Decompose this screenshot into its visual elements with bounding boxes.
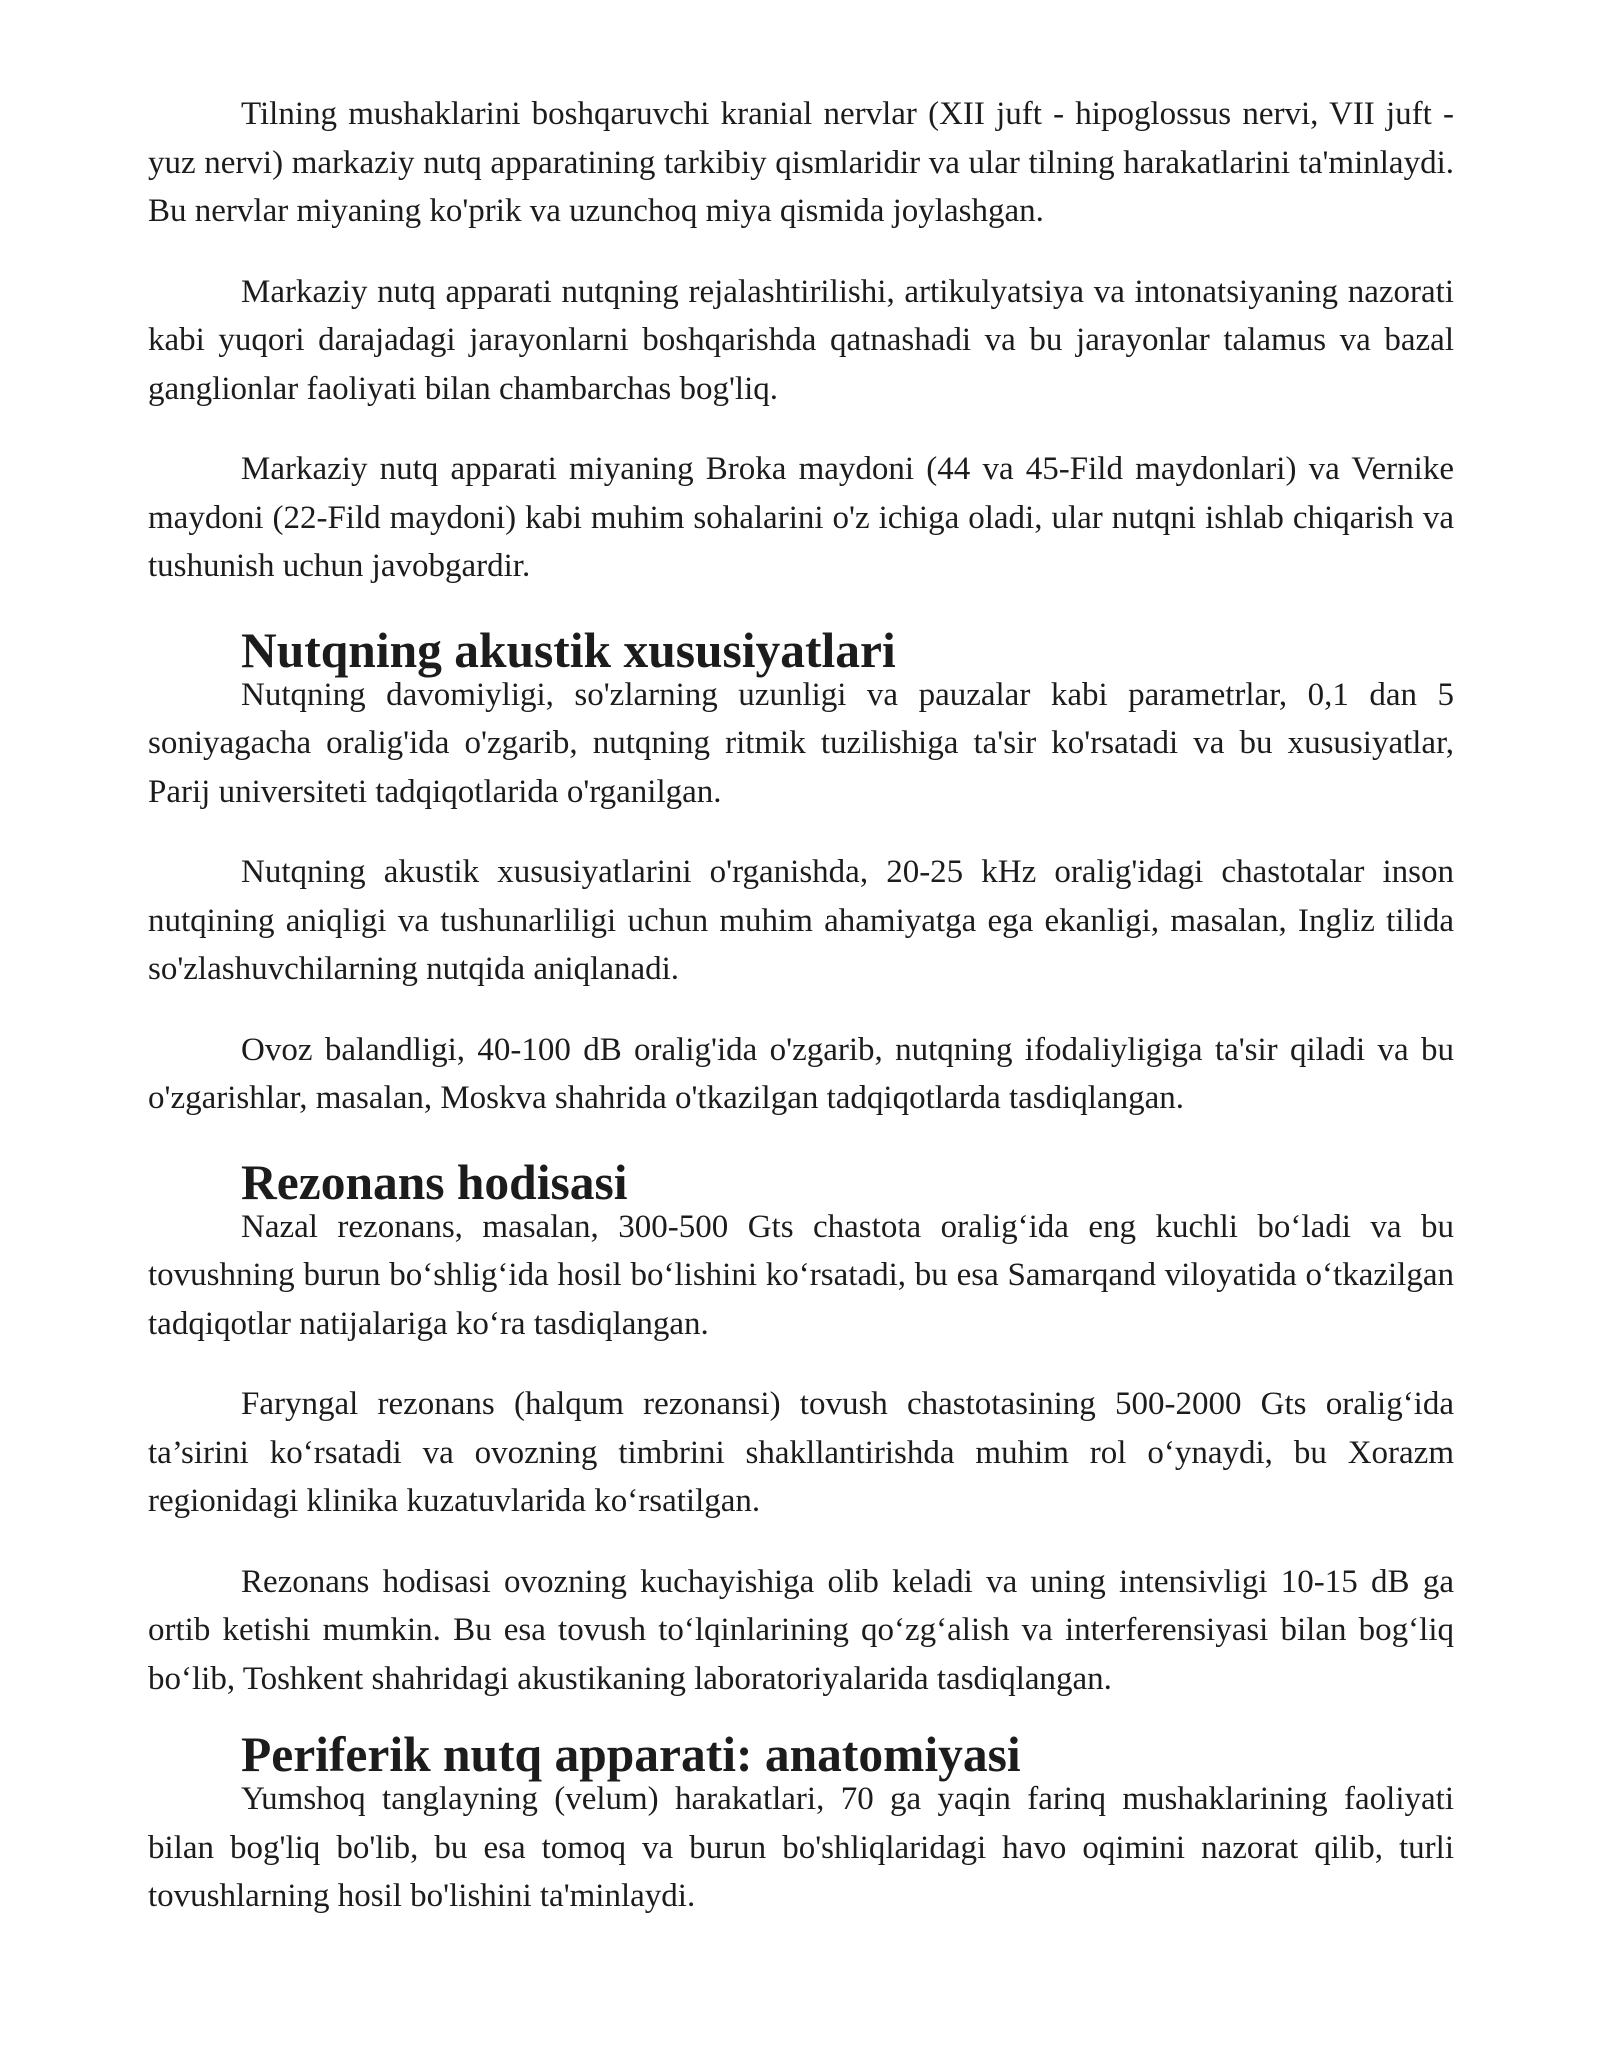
document-body [148,90,1454,1953]
paragraph-frequencies: Nutqning akustik xususiyatlarini o'rganishda, 20-25 kHz oralig'idagi chastotalar inson nutqining aniqligi va tushunarliligi uchun muhim ahamiyatga ega ekanligi, masalan, Ingliz tilida so'zlashuvchilarning nutqida aniqlanadi. [148,854,1454,987]
paragraph-loudness: Ovoz balandligi, 40-100 dB oralig'ida o'zgarib, nutqning ifodaliyligiga ta'sir qiladi va bu o'zgarishlar, masalan, Moskva shahrida o'tkazilgan tadqiqotlarda tasdiqlangan. [148,1031,1454,1116]
paragraph-speech-duration: Nutqning davomiyligi, so'zlarning uzunligi va pauzalar kabi parametrlar, 0,1 dan 5 soniyagacha oralig'ida o'zgarib, nutqning ritmik tuzilishiga ta'sir ko'rsatadi va bu xususiyatlar, Parij universiteti tadqiqotlarida o'rganilgan. [148,676,1454,810]
paragraph-central-speech-apparatus: Markaziy nutq apparati nutqning rejalashtirilishi, artikulyatsiya va intonatsiyaning nazorati kabi yuqori darajadagi jarayonlarni boshqarishda qatnashadi va bu jarayonlar talamus va bazal ganglionlar faoliyati bilan chambarchas bog'liq. [148,273,1454,407]
heading-acoustic-properties: Nutqning akustik xususiyatlari [241,622,896,678]
heading-peripheral-anatomy: Periferik nutq apparati: anatomiyasi [241,1727,1021,1782]
paragraph-pharyngeal-resonance: Faryngal rezonans (halqum rezonansi) tovush chastotasining 500-2000 Gts oralig‘ida ta’sirini ko‘rsatadi va ovozning timbrini shakllantirishda muhim rol o‘ynaydi, bu Xorazm regionidagi klinika kuzatuvlarida ko‘rsatilgan. [148,1386,1454,1519]
paragraph-soft-palate: Yumshoq tanglayning (velum) harakatlari, 70 ga yaqin farinq mushaklarining faoliyati bilan bog'liq bo'lib, bu esa tomoq va burun bo'shliqlaridagi havo oqimini nazorat qilib, turli tovushlarning hosil bo'lishini ta'minlaydi. [148,1781,1454,1914]
paragraph-nasal-resonance: Nazal rezonans, masalan, 300-500 Gts chastota oralig‘ida eng kuchli bo‘ladi va bu tovushning burun bo‘shlig‘ida hosil bo‘lishini ko‘rsatadi, bu esa Samarqand viloyatida o‘tkazilgan tadqiqotlar natijalariga ko‘ra tasdiqlangan. [148,1208,1454,1342]
paragraph-broca-wernicke: Markaziy nutq apparati miyaning Broka maydoni (44 va 45-Fild maydonlari) va Vernike maydoni (22-Fild maydoni) kabi muhim sohalarini o'z ichiga oladi, ular nutqni ishlab chiqarish va tushunish uchun javobgardir. [148,451,1454,584]
heading-resonance: Rezonans hodisasi [241,1154,628,1210]
paragraph-cranial-nerves: Tilning mushaklarini boshqaruvchi kranial nervlar (XII juft - hipoglossus nervi, VII juft - yuz nervi) markaziy nutq apparatining tarkibiy qismlaridir va ular tilning harakatlarini ta'minlaydi. Bu nervlar miyaning ko'prik va uzunchoq miya qismida joylashgan. [148,96,1454,229]
paragraph-resonance-intensity: Rezonans hodisasi ovozning kuchayishiga olib keladi va uning intensivligi 10-15 dB ga ortib ketishi mumkin. Bu esa tovush to‘lqinlarining qo‘zg‘alish va interferensiyasi bilan bog‘liq bo‘lib, Toshkent shahridagi akustikaning laboratoriyalarida tasdiqlangan. [148,1563,1454,1697]
